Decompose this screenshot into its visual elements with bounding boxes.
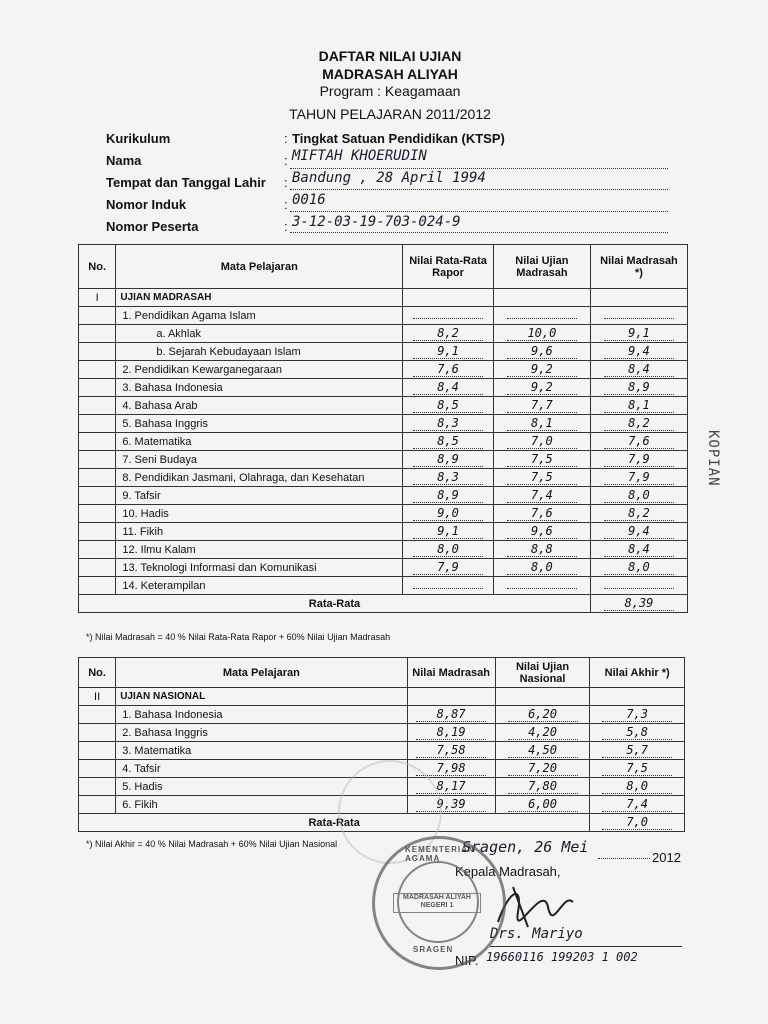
rapor-value: 8,4	[413, 380, 483, 395]
ujian-value: 9,6	[507, 344, 577, 359]
rapor-cell	[403, 307, 494, 325]
row-no-cell	[79, 760, 116, 778]
average-value-cell	[590, 814, 685, 832]
doc-year: TAHUN PELAJARAN 2011/2012	[289, 106, 491, 122]
madrasah-cell	[590, 541, 687, 559]
table-row	[79, 706, 685, 724]
madrasah-cell	[590, 505, 687, 523]
section-title: UJIAN NASIONAL	[116, 688, 407, 706]
table2-note: *) Nilai Akhir = 40 % Nilai Madrasah + 60% Nilai Ujian Nasional	[86, 839, 338, 849]
average-row	[79, 595, 688, 613]
info-label-nomor-induk: Nomor Induk	[106, 197, 187, 212]
ujian-cell	[493, 451, 590, 469]
doc-title-2: MADRASAH ALIYAH	[322, 66, 458, 82]
nasional-value: 4,20	[508, 725, 578, 740]
subject-cell: 8. Pendidikan Jasmani, Olahraga, dan Kesehatan	[116, 469, 403, 487]
row-no-cell	[79, 505, 116, 523]
rapor-cell	[403, 577, 494, 595]
madrasah-value: 9,4	[604, 524, 674, 539]
ujian-cell	[493, 577, 590, 595]
nasional-cell	[495, 778, 590, 796]
nasional-value: 4,50	[508, 743, 578, 758]
dotted-line	[290, 189, 668, 190]
table-row	[79, 361, 688, 379]
madrasah-cell	[590, 433, 687, 451]
subject-cell: 4. Bahasa Arab	[116, 397, 403, 415]
subject-cell: 2. Bahasa Inggris	[116, 724, 407, 742]
section-row	[79, 688, 685, 706]
average-label: Rata-Rata	[79, 595, 591, 613]
average-label: Rata-Rata	[79, 814, 590, 832]
info-value-ttl: Bandung , 28 April 1994	[292, 170, 486, 186]
akhir-value: 7,5	[602, 761, 672, 776]
rapor-value: 8,9	[413, 488, 483, 503]
madrasah-cell	[590, 397, 687, 415]
subject-cell: b. Sejarah Kebudayaan Islam	[116, 343, 403, 361]
rapor-cell	[403, 397, 494, 415]
row-no-cell	[79, 523, 116, 541]
stamp-center-text: MADRASAH ALIYAH NEGERI 1	[393, 893, 481, 913]
nasional-value: 6,20	[508, 707, 578, 722]
madrasah-cell	[407, 742, 495, 760]
empty-cell	[403, 289, 494, 307]
doc-program: Program : Keagamaan	[319, 83, 461, 99]
info-label-kurikulum: Kurikulum	[106, 131, 171, 146]
row-no-cell	[79, 343, 116, 361]
table-row	[79, 505, 688, 523]
row-no-cell	[79, 307, 116, 325]
ujian-value	[507, 318, 577, 319]
ujian-cell	[493, 415, 590, 433]
rapor-value: 8,2	[413, 326, 483, 341]
col-header-no: No.	[79, 245, 116, 289]
rapor-cell	[403, 379, 494, 397]
subject-cell: 9. Tafsir	[116, 487, 403, 505]
rapor-cell	[403, 505, 494, 523]
madrasah-value: 7,6	[604, 434, 674, 449]
nasional-cell	[495, 742, 590, 760]
nasional-value: 7,20	[508, 761, 578, 776]
dotted-line	[290, 168, 668, 169]
empty-cell	[495, 688, 590, 706]
madrasah-cell	[590, 343, 687, 361]
subject-cell: 3. Bahasa Indonesia	[116, 379, 403, 397]
dotted-line	[290, 232, 668, 233]
akhir-value: 5,7	[602, 743, 672, 758]
madrasah-value: 8,87	[416, 707, 486, 722]
ujian-value: 7,6	[507, 506, 577, 521]
row-no-cell	[79, 433, 116, 451]
info-label-nama: Nama	[106, 153, 142, 168]
col-header-madrasah: Nilai Madrasah	[407, 658, 495, 688]
ujian-value: 7,5	[507, 452, 577, 467]
colon: :	[284, 219, 288, 234]
ujian-value	[507, 588, 577, 589]
table-row	[79, 724, 685, 742]
subject-cell: 7. Seni Budaya	[116, 451, 403, 469]
madrasah-value: 8,4	[604, 542, 674, 557]
table-row	[79, 343, 688, 361]
rapor-cell	[403, 523, 494, 541]
madrasah-value: 8,1	[604, 398, 674, 413]
ujian-cell	[493, 433, 590, 451]
section-title: UJIAN MADRASAH	[116, 289, 403, 307]
madrasah-cell	[590, 451, 687, 469]
madrasah-value: 8,0	[604, 560, 674, 575]
subject-cell: 10. Hadis	[116, 505, 403, 523]
ujian-cell	[493, 343, 590, 361]
nasional-cell	[495, 706, 590, 724]
rapor-value: 8,5	[413, 434, 483, 449]
colon: :	[284, 175, 288, 190]
madrasah-cell	[590, 361, 687, 379]
madrasah-value	[604, 318, 674, 319]
signature-name: Drs. Mariyo	[490, 926, 583, 942]
rapor-value	[413, 318, 483, 319]
ujian-madrasah-table	[78, 244, 688, 613]
nasional-cell	[495, 724, 590, 742]
doc-title-1: DAFTAR NILAI UJIAN	[318, 48, 462, 64]
table-row	[79, 379, 688, 397]
table-row	[79, 559, 688, 577]
row-no-cell	[79, 397, 116, 415]
rapor-cell	[403, 433, 494, 451]
akhir-cell	[590, 706, 685, 724]
rapor-value: 9,0	[413, 506, 483, 521]
colon: :	[284, 131, 288, 146]
table-row	[79, 307, 688, 325]
rapor-cell	[403, 559, 494, 577]
row-no-cell	[79, 361, 116, 379]
row-no-cell	[79, 559, 116, 577]
madrasah-cell	[590, 379, 687, 397]
akhir-cell	[590, 724, 685, 742]
ujian-cell	[493, 379, 590, 397]
col-header-mapel: Mata Pelajaran	[116, 245, 403, 289]
madrasah-value	[604, 588, 674, 589]
info-value-nomor-induk: 0016	[292, 192, 326, 208]
table-row	[79, 433, 688, 451]
col-header-nasional: Nilai Ujian Nasional	[495, 658, 590, 688]
akhir-cell	[590, 742, 685, 760]
ujian-value: 7,7	[507, 398, 577, 413]
table-row	[79, 487, 688, 505]
table-row	[79, 415, 688, 433]
row-no-cell	[79, 325, 116, 343]
nip-label: NIP.	[455, 953, 479, 968]
akhir-value: 7,3	[602, 707, 672, 722]
signature-year: 2012	[652, 850, 681, 865]
section-no: II	[79, 688, 116, 706]
madrasah-cell	[590, 523, 687, 541]
subject-cell: 2. Pendidikan Kewarganegaraan	[116, 361, 403, 379]
madrasah-cell	[590, 559, 687, 577]
empty-cell	[590, 688, 685, 706]
rapor-value: 9,1	[413, 344, 483, 359]
madrasah-cell	[590, 325, 687, 343]
stamp-top-text: KEMENTERIAN AGAMA	[405, 845, 475, 863]
table1-note: *) Nilai Madrasah = 40 % Nilai Rata-Rata Rapor + 60% Nilai Ujian Madrasah	[86, 632, 391, 642]
dotted-line	[598, 858, 650, 859]
ujian-value: 7,0	[507, 434, 577, 449]
rapor-value: 8,5	[413, 398, 483, 413]
rapor-cell	[403, 451, 494, 469]
rapor-cell	[403, 487, 494, 505]
section-no: I	[79, 289, 116, 307]
ujian-cell	[493, 397, 590, 415]
row-no-cell	[79, 415, 116, 433]
madrasah-value: 8,2	[604, 416, 674, 431]
table-row	[79, 541, 688, 559]
akhir-value: 5,8	[602, 725, 672, 740]
table-row	[79, 397, 688, 415]
nasional-value: 7,80	[508, 779, 578, 794]
madrasah-value: 8,4	[604, 362, 674, 377]
subject-cell: 4. Tafsir	[116, 760, 407, 778]
madrasah-value: 9,39	[416, 797, 486, 812]
madrasah-cell	[590, 415, 687, 433]
rapor-value	[413, 588, 483, 589]
ujian-value: 7,4	[507, 488, 577, 503]
row-no-cell	[79, 724, 116, 742]
side-perforation-mark: KOPIAN	[705, 430, 721, 487]
subject-cell: 3. Matematika	[116, 742, 407, 760]
empty-cell	[407, 688, 495, 706]
rapor-value: 7,9	[413, 560, 483, 575]
table1-body	[79, 289, 688, 595]
nasional-cell	[495, 796, 590, 814]
table-row	[79, 325, 688, 343]
row-no-cell	[79, 451, 116, 469]
empty-cell	[590, 289, 687, 307]
subject-cell: 14. Keterampilan	[116, 577, 403, 595]
row-no-cell	[79, 778, 116, 796]
madrasah-value: 8,2	[604, 506, 674, 521]
rapor-cell	[403, 325, 494, 343]
ujian-cell	[493, 325, 590, 343]
info-value-nama: MIFTAH KHOERUDIN	[292, 148, 427, 164]
madrasah-value: 7,58	[416, 743, 486, 758]
signature-position: Kepala Madrasah,	[455, 864, 561, 879]
madrasah-value: 8,17	[416, 779, 486, 794]
ujian-value: 9,2	[507, 380, 577, 395]
madrasah-value: 7,98	[416, 761, 486, 776]
row-no-cell	[79, 469, 116, 487]
ujian-value: 9,2	[507, 362, 577, 377]
rapor-cell	[403, 343, 494, 361]
col-header-mapel: Mata Pelajaran	[116, 658, 407, 688]
row-no-cell	[79, 706, 116, 724]
ujian-value: 8,1	[507, 416, 577, 431]
rapor-cell	[403, 469, 494, 487]
akhir-value: 8,0	[602, 779, 672, 794]
subject-cell: 6. Fikih	[116, 796, 407, 814]
subject-cell: 5. Bahasa Inggris	[116, 415, 403, 433]
madrasah-cell	[590, 487, 687, 505]
table-row	[79, 523, 688, 541]
ujian-cell	[493, 541, 590, 559]
average-value: 8,39	[604, 596, 674, 611]
ujian-value: 7,5	[507, 470, 577, 485]
ujian-cell	[493, 469, 590, 487]
subject-cell: 1. Bahasa Indonesia	[116, 706, 407, 724]
col-header-madrasah: Nilai Madrasah *)	[590, 245, 687, 289]
ujian-value: 8,0	[507, 560, 577, 575]
average-value-cell	[590, 595, 687, 613]
akhir-cell	[590, 778, 685, 796]
nip-value: 19660116 199203 1 002	[486, 950, 638, 964]
akhir-cell	[590, 796, 685, 814]
madrasah-cell	[590, 577, 687, 595]
ujian-cell	[493, 361, 590, 379]
akhir-cell	[590, 760, 685, 778]
rapor-value: 8,3	[413, 470, 483, 485]
madrasah-value: 8,0	[604, 488, 674, 503]
col-header-ujian: Nilai Ujian Madrasah	[493, 245, 590, 289]
ujian-cell	[493, 487, 590, 505]
subject-cell: 1. Pendidikan Agama Islam	[116, 307, 403, 325]
madrasah-value: 9,1	[604, 326, 674, 341]
nasional-value: 6,00	[508, 797, 578, 812]
madrasah-cell	[407, 706, 495, 724]
subject-cell: 6. Matematika	[116, 433, 403, 451]
info-value-kurikulum: Tingkat Satuan Pendidikan (KTSP)	[292, 131, 505, 146]
colon: :	[284, 197, 288, 212]
info-value-nomor-peserta: 3-12-03-19-703-024-9	[292, 214, 461, 230]
subject-cell: 12. Ilmu Kalam	[116, 541, 403, 559]
ujian-cell	[493, 505, 590, 523]
madrasah-cell	[407, 724, 495, 742]
rapor-cell	[403, 361, 494, 379]
dotted-line	[290, 211, 668, 212]
ujian-cell	[493, 523, 590, 541]
signature-underline	[490, 946, 682, 947]
rapor-value: 7,6	[413, 362, 483, 377]
empty-cell	[493, 289, 590, 307]
signature-place-date: Sragen, 26 Mei	[462, 838, 589, 856]
row-no-cell	[79, 379, 116, 397]
table-row	[79, 469, 688, 487]
subject-cell: 11. Fikih	[116, 523, 403, 541]
subject-cell: a. Akhlak	[116, 325, 403, 343]
info-label-nomor-peserta: Nomor Peserta	[106, 219, 199, 234]
ujian-value: 10,0	[507, 326, 577, 341]
madrasah-cell	[590, 469, 687, 487]
subject-cell: 13. Teknologi Informasi dan Komunikasi	[116, 559, 403, 577]
table-row	[79, 577, 688, 595]
madrasah-value: 8,9	[604, 380, 674, 395]
rapor-value: 8,9	[413, 452, 483, 467]
info-label-ttl: Tempat dan Tanggal Lahir	[106, 175, 266, 190]
col-header-no: No.	[79, 658, 116, 688]
madrasah-value: 8,19	[416, 725, 486, 740]
ujian-cell	[493, 559, 590, 577]
subject-cell: 5. Hadis	[116, 778, 407, 796]
col-header-akhir: Nilai Akhir *)	[590, 658, 685, 688]
rapor-value: 9,1	[413, 524, 483, 539]
row-no-cell	[79, 541, 116, 559]
madrasah-value: 7,9	[604, 452, 674, 467]
stamp-bottom-text: SRAGEN	[413, 945, 454, 954]
madrasah-value: 7,9	[604, 470, 674, 485]
akhir-value: 7,4	[602, 797, 672, 812]
nasional-cell	[495, 760, 590, 778]
row-no-cell	[79, 742, 116, 760]
section-row	[79, 289, 688, 307]
rapor-cell	[403, 415, 494, 433]
average-value: 7,0	[602, 815, 672, 830]
ujian-cell	[493, 307, 590, 325]
table-row	[79, 742, 685, 760]
madrasah-cell	[590, 307, 687, 325]
rapor-value: 8,3	[413, 416, 483, 431]
rapor-value: 8,0	[413, 542, 483, 557]
col-header-rapor: Nilai Rata-Rata Rapor	[403, 245, 494, 289]
row-no-cell	[79, 796, 116, 814]
madrasah-value: 9,4	[604, 344, 674, 359]
ujian-value: 9,6	[507, 524, 577, 539]
row-no-cell	[79, 577, 116, 595]
table-row	[79, 451, 688, 469]
colon: :	[284, 153, 288, 168]
ujian-value: 8,8	[507, 542, 577, 557]
row-no-cell	[79, 487, 116, 505]
official-stamp	[372, 836, 506, 970]
rapor-cell	[403, 541, 494, 559]
